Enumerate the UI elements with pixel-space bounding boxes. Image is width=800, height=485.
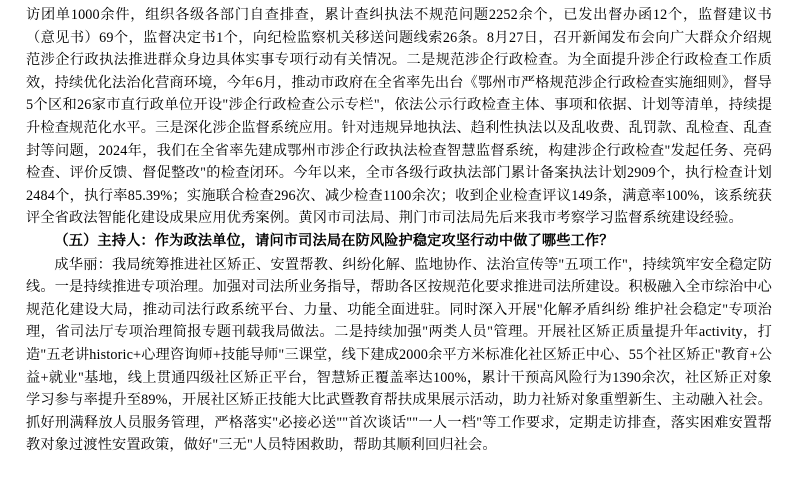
question-prefix: （五）主持人：: [54, 233, 155, 250]
paragraph-question: [26, 230, 772, 253]
answer-speaker: 成华丽：: [54, 256, 112, 273]
answer-text: 我局统筹推进社区矫正、安置帮教、纠纷化解、监地协作、法治宣传等"五项工作"，持续筑牢安全稳定防线。一是持续推进专项治理。加强对司法所业务指导，帮助各区按规范化要求推进司法所建设。积极融入全市综治中心规范化建设大局，推动司法行政系统平台、力量、功能全面进驻。同时深入开展"化解矛盾纠纷 维护社会稳定"专项治理，省司法厅专项治理简报专题刊载我局做法。二是持续加强"两类人员"管理。开展社区矫正质量提升年activity，打造"五老讲historic+心理咨询师+技能导师"三课堂，线下建成2000余平方米标准化社区矫正中心、55个社区矫正"教育+公益+就业"基地，线上贯通四级社区矫正平台，智慧矫正覆盖率达100%，累计干预高风险行为1390余次，社区矫正对象学习参与率提升至89%，开展社区矫正技能大比武暨教育帮扶成果展示活动，助力社矫对象重塑新生、主动融入社会。抓好刑满释放人员服务管理，严格落实"必接必送""首次谈话""一人一档"等工作要求，定期走访排查，落实困难安置帮教对象过渡性安置政策，做好"三无"人员特困救助，帮助其顺利回归社会。: [26, 256, 773, 454]
paragraph-answer: [26, 254, 772, 457]
question-text: 作为政法单位，请问市司法局在防风险护稳定攻坚行动中做了哪些工作？: [154, 233, 614, 250]
paragraph-continued: 访团单1000余件，组织各级各部门自查排查，累计查纠执法不规范问题2252余个，已发出督办函12个，监督建议书（意见书）69个，监督决定书1个，向纪检监察机关移送问题线索26条。8月27日，召开新闻发布会向广大群众介绍规范涉企行政执法推进群众身边具体实事专项行动有关情况。二是规范涉企行政检查。为全面提升涉企行政检查工作质效，持续优化法治化营商环境，今年6月，推动市政府在全省率先出台《鄂州市严格规范涉企行政检查实施细则》，督导5个区和26家市直行政单位开设"涉企行政检查公示专栏"，依法公示行政检查主体、事项和依据、计划等清单，持续提升检查规范化水平。三是深化涉企监督系统应用。针对违规异地执法、趋利性执法以及乱收费、乱罚款、乱检查、乱查封等问题，2024年，我们在全省率先建成鄂州市涉企行政执法检查智慧监督系统，构建涉企行政检查"发起任务、亮码检查、评价反馈、督促整改"的检查闭环。今年以来，全市各级行政执法部门累计备案执法计划2909个，执行检查计划2484个，执行率85.39%；实施联合检查296次、减少检查1100余次；收到企业检查评议149条，满意率100%，该系统获评全省政法智能化建设成果应用优秀案例。黄冈市司法局、荆门市司法局先后来我市考察学习监督系统建设经验。: [26, 7, 772, 227]
